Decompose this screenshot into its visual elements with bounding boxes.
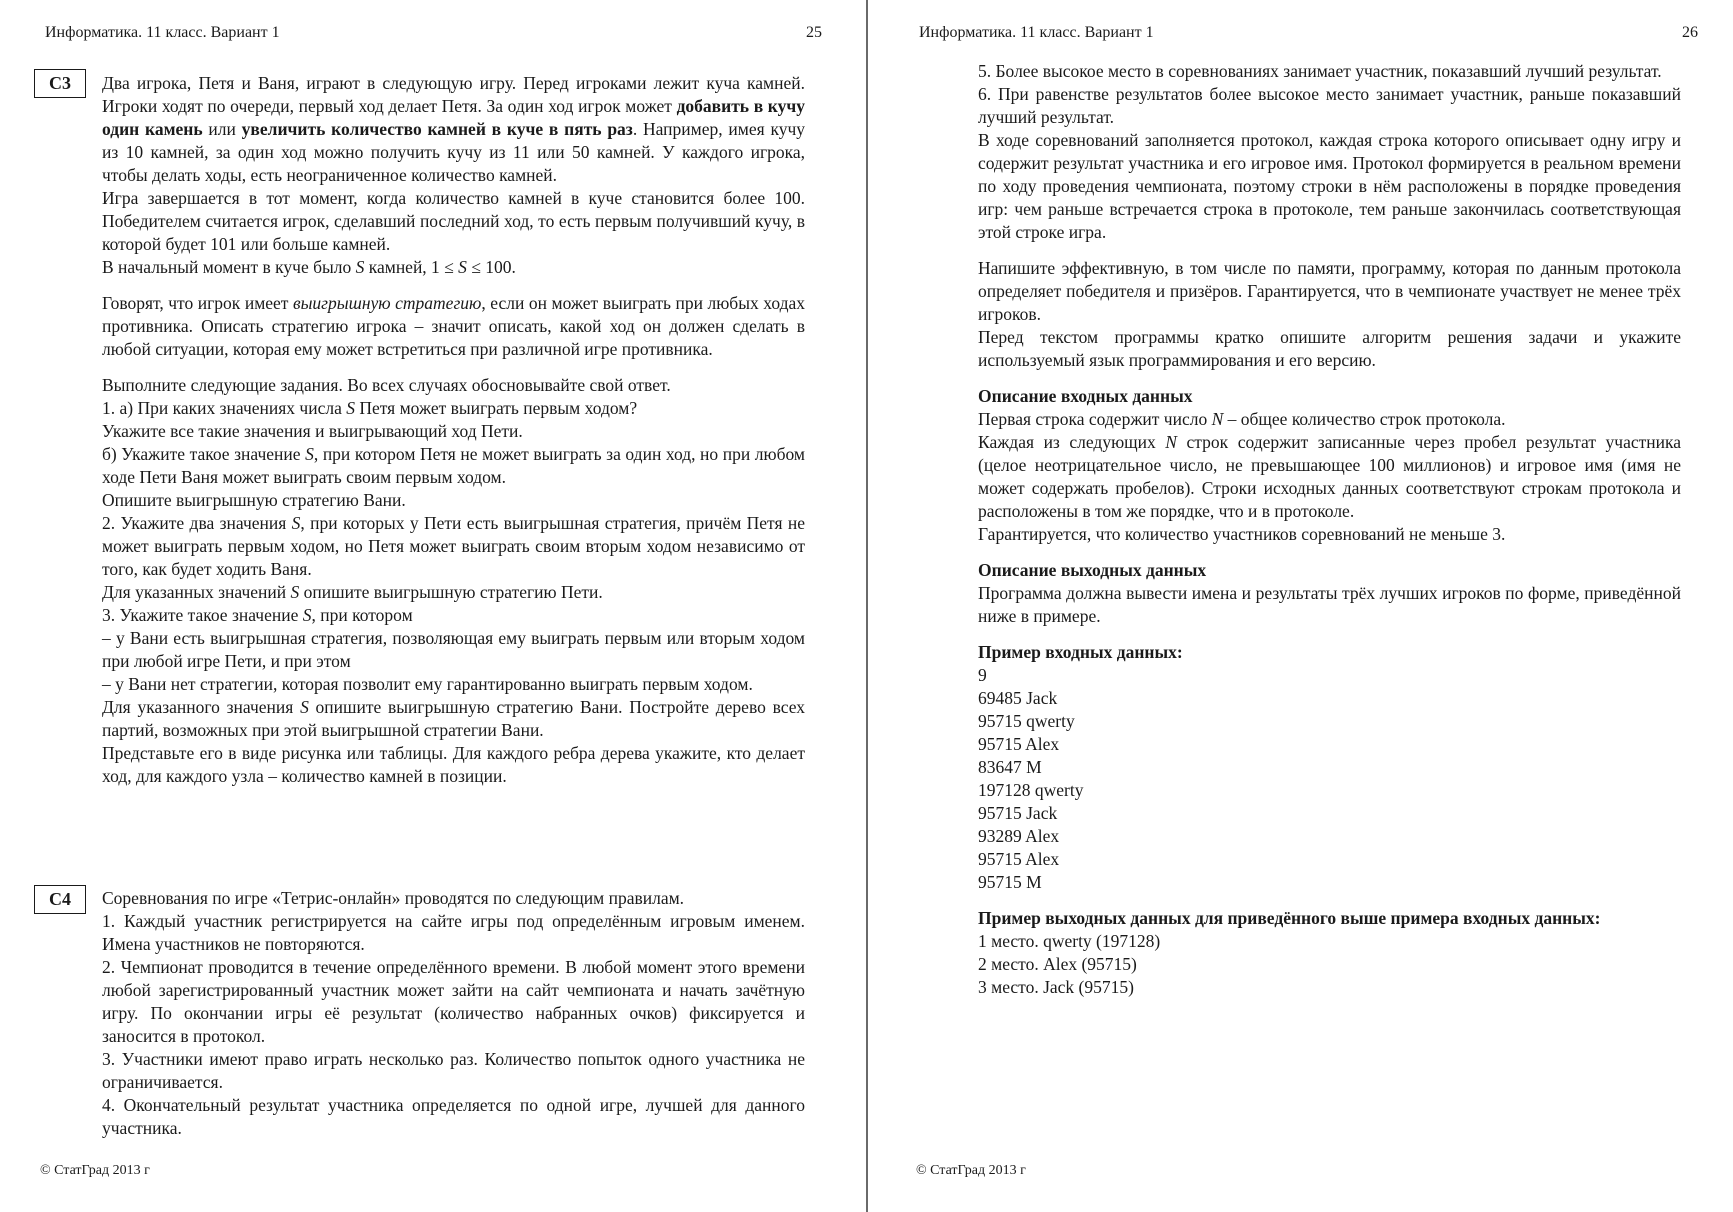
example-input-heading: Пример входных данных: (978, 642, 1183, 662)
example-output-line: 1 место. qwerty (197128) (978, 931, 1161, 951)
c3-task-2-note: Для указанных значений S опишите выигрышную стратегию Пети. (102, 582, 603, 602)
task-label-c3: C3 (34, 69, 86, 98)
c3-task-2: 2. Укажите два значения S, при которых у Пети есть выигрышная стратегия, причём Петя не может выиграть первым ходом, но Петя может выиграть своим вторым ходом независимо от того, как будет ходить Ваня. (102, 513, 806, 579)
c3-paragraph-2: Игра завершается в тот момент, когда количество камней в куче становится более 100. Победителем считается игрок, сделавший последний ход, то есть первым получивший кучу, в которой будет 101 или больше камней. (102, 188, 805, 254)
example-input-line: 95715 qwerty (978, 711, 1075, 731)
output-description: Программа должна вывести имена и результаты трёх лучших игроков по форме, приведённой ниже в примере. (978, 583, 1681, 626)
c3-task-3-cond-2: – у Вани нет стратегии, которая позволит ему гарантированно выиграть первым ходом. (102, 674, 753, 694)
c3-task-3: 3. Укажите такое значение S, при котором (102, 605, 413, 625)
example-input-line: 83647 M (978, 757, 1042, 777)
task-c4-continued (978, 60, 1681, 999)
c3-paragraph-3: В начальный момент в куче было S камней, 1 ≤ S ≤ 100. (102, 257, 516, 277)
c3-task-1b: б) Укажите такое значение S, при котором Петя не может выиграть за один ход, но при любом ходе Пети Ваня может выиграть своим первым ходом. (102, 444, 805, 487)
example-output-heading: Пример выходных данных для приведённого выше примера входных данных: (978, 908, 1601, 928)
c3-task-1a-note: Укажите все такие значения и выигрывающий ход Пети. (102, 421, 523, 441)
example-input-line: 95715 Jack (978, 803, 1058, 823)
c4-rule-3: 3. Участники имеют право играть несколько раз. Количество попыток одного участника не ограничивается. (102, 1049, 805, 1092)
example-input-line: 9 (978, 665, 987, 685)
c4-protocol-description: В ходе соревнований заполняется протокол, каждая строка которого описывает одну игру и содержит результат участника и его игровое имя. Протокол формируется в реальном времени по ходу проведения чемпионата, поэтому строки в нём расположены в порядке проведения игр: чем раньше встречается строка в протоколе, тем раньше закончилась соответствующая этой строке игра. (978, 130, 1681, 242)
example-input-line: 95715 Alex (978, 849, 1060, 869)
page-footer: © СтатГрад 2013 г (40, 1163, 150, 1178)
c4-task-statement: Напишите эффективную, в том числе по памяти, программу, которая по данным протокола определяет победителя и призёров. Гарантируется, что в чемпионате участвует не менее трёх игроков. (978, 258, 1681, 324)
c4-rule-1: 1. Каждый участник регистрируется на сайте игры под определённым игровым именем. Имена участников не повторяются. (102, 911, 805, 954)
task-c4-body (102, 887, 805, 1140)
c4-rule-2: 2. Чемпионат проводится в течение определённого времени. В любой момент этого времени любой зарегистрированный участник может зайти на сайт чемпионата и начать зачётную игру. По окончании игры её результат (количество набранных очков) фиксируется и заносится в протокол. (102, 957, 805, 1046)
input-heading: Описание входных данных (978, 386, 1193, 406)
example-input-line: 197128 qwerty (978, 780, 1084, 800)
example-output-line: 2 место. Alex (95715) (978, 954, 1137, 974)
c4-intro: Соревнования по игре «Тетрис-онлайн» проводятся по следующим правилам. (102, 888, 685, 908)
example-input (978, 664, 1681, 894)
c3-paragraph-1: Два игрока, Петя и Ваня, играют в следующую игру. Перед игроками лежит куча камней. Игроки ходят по очереди, первый ход делает Петя. За один ход игрок может добавить в кучу один камень или увеличить количество камней в куче в пять раз. Например, имея кучу из 10 камней, за один ход можно получить кучу из 11 или 50 камней. У каждого игрока, чтобы делать ходы, есть неограниченное количество камней. (102, 73, 805, 185)
example-input-line: 95715 Alex (978, 734, 1060, 754)
example-input-line: 95715 M (978, 872, 1042, 892)
input-guarantee: Гарантируется, что количество участников соревнований не меньше 3. (978, 524, 1506, 544)
left-page (0, 0, 866, 1212)
c4-rule-5: 5. Более высокое место в соревнованиях занимает участник, показавший лучший результат. (978, 61, 1662, 81)
c3-task-1b-note: Опишите выигрышную стратегию Вани. (102, 490, 406, 510)
page-number: 25 (806, 24, 822, 41)
c3-task-3-tree-note: Представьте его в виде рисунка или таблицы. Для каждого ребра дерева укажите, кто делает ход, для каждого узла – количество камней в позиции. (102, 743, 805, 786)
right-page (868, 0, 1733, 1212)
input-line-2: Каждая из следующих N строк содержит записанные через пробел результат участника (целое неотрицательное число, не превышающее 100 миллионов) и игровое имя (имя не может содержать пробелов). Строки исходных данных соответствуют строкам протокола и расположены в том же порядке, что и в протоколе. (978, 432, 1682, 521)
c3-task-3-instruction: Для указанного значения S опишите выигрышную стратегию Вани. Постройте дерево всех партий, возможных при этой выигрышной стратегии Вани. (102, 697, 806, 740)
c4-task-note: Перед текстом программы кратко опишите алгоритм решения задачи и укажите используемый язык программирования и его версию. (978, 327, 1681, 370)
example-output-line: 3 место. Jack (95715) (978, 977, 1134, 997)
example-input-line: 93289 Alex (978, 826, 1060, 846)
page-header: Информатика. 11 класс. Вариант 1 (919, 24, 1154, 41)
page-number: 26 (1682, 24, 1698, 41)
page-footer: © СтатГрад 2013 г (916, 1163, 1026, 1178)
c3-tasks-intro: Выполните следующие задания. Во всех случаях обосновывайте свой ответ. (102, 375, 671, 395)
c3-task-1a: 1. а) При каких значениях числа S Петя может выиграть первым ходом? (102, 398, 638, 418)
task-c3-body (102, 72, 805, 788)
task-label-c4: C4 (34, 885, 86, 914)
c3-paragraph-4: Говорят, что игрок имеет выигрышную стратегию, если он может выиграть при любых ходах противника. Описать стратегию игрока – значит описать, какой ход он должен сделать в любой ситуации, которая ему может встретиться при различной игре противника. (102, 293, 805, 359)
example-input-line: 69485 Jack (978, 688, 1058, 708)
input-line-1: Первая строка содержит число N – общее количество строк протокола. (978, 409, 1506, 429)
output-heading: Описание выходных данных (978, 560, 1207, 580)
c3-task-3-cond-1: – у Вани есть выигрышная стратегия, позволяющая ему выиграть первым или вторым ходом при любой игре Пети, и при этом (102, 628, 805, 671)
example-output (978, 930, 1681, 999)
c4-rule-4: 4. Окончательный результат участника определяется по одной игре, лучшей для данного участника. (102, 1095, 805, 1138)
page-header: Информатика. 11 класс. Вариант 1 (45, 24, 280, 41)
c4-rule-6: 6. При равенстве результатов более высокое место занимает участник, раньше показавший лучший результат. (978, 84, 1681, 127)
